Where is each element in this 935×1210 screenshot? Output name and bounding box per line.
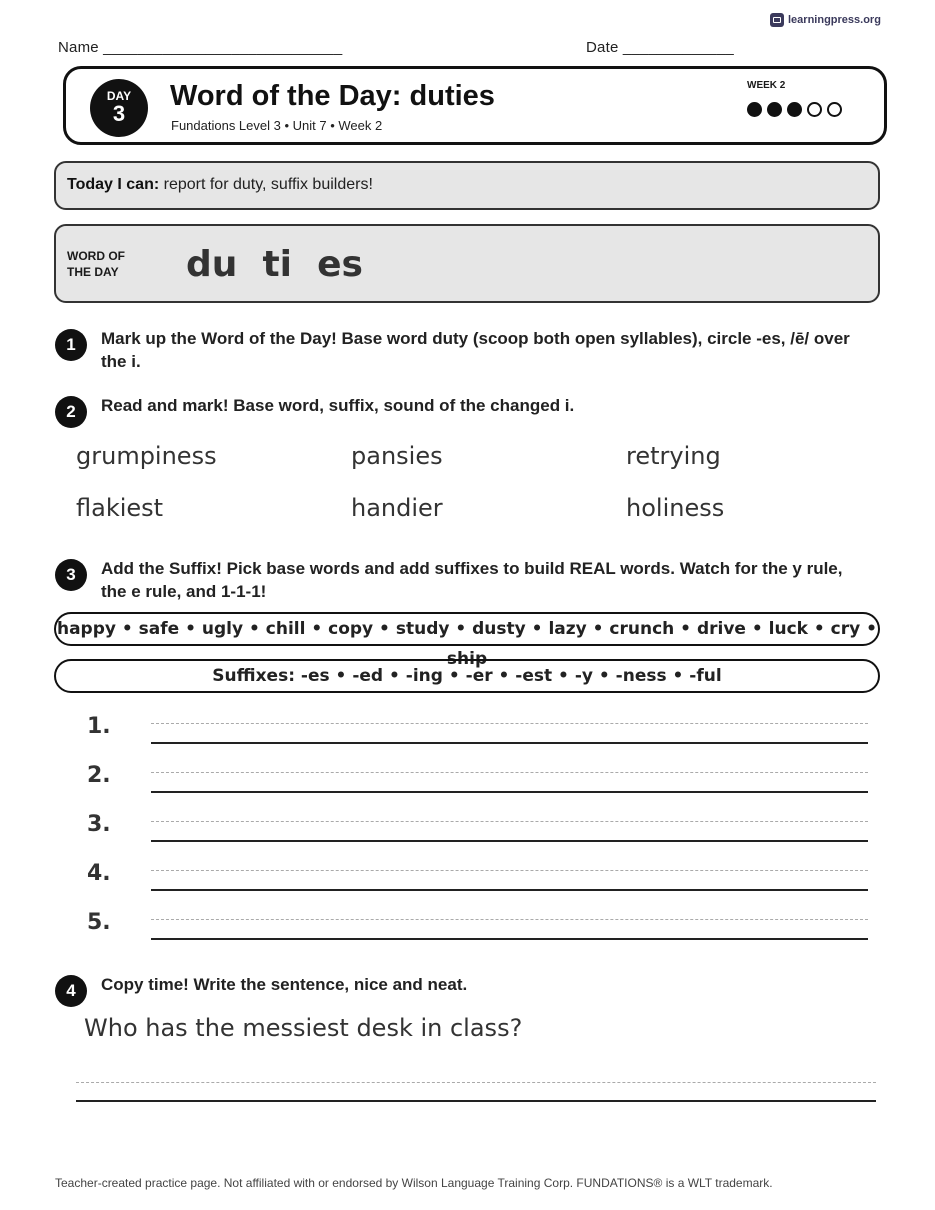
week-progress: [747, 102, 842, 117]
answer-row-number: 4.: [87, 861, 111, 886]
section-4-number: 4: [55, 975, 87, 1007]
practice-word: holiness: [626, 494, 725, 522]
answer-line[interactable]: [151, 889, 868, 891]
brand-logo: [770, 13, 881, 27]
today-goal: report for duty, suffix builders!: [159, 176, 373, 193]
answer-row-number: 1.: [87, 714, 111, 739]
page-subtitle: Fundations Level 3 • Unit 7 • Week 2: [171, 118, 383, 133]
section-1-number: 1: [55, 329, 87, 361]
word-of-day-box: [54, 224, 880, 303]
answer-guide-line: [151, 821, 868, 822]
practice-word: pansies: [351, 442, 443, 470]
answer-row-number: 5.: [87, 910, 111, 935]
book-icon: [770, 13, 784, 27]
footer-disclaimer: Teacher-created practice page. Not affiliated with or endorsed by Wilson Language Training Corp. FUNDATIONS® is a WLT trademark.: [55, 1176, 773, 1190]
answer-guide-line: [151, 870, 868, 871]
base-words-bank: happy • safe • ugly • chill • copy • study • dusty • lazy • crunch • drive • luck • cry • ship: [54, 612, 880, 646]
section-2-instruction: Read and mark! Base word, suffix, sound of the changed i.: [101, 396, 575, 415]
today-lead: Today I can:: [67, 176, 160, 193]
practice-word: flakiest: [76, 494, 164, 522]
answer-line[interactable]: [151, 938, 868, 940]
progress-dot-4: [807, 102, 822, 117]
copy-line[interactable]: [76, 1100, 876, 1102]
answer-row-number: 3.: [87, 812, 111, 837]
answer-line[interactable]: [151, 840, 868, 842]
answer-row-number: 2.: [87, 763, 111, 788]
copy-guide-line: [76, 1082, 876, 1083]
progress-dot-2: [767, 102, 782, 117]
progress-dot-3: [787, 102, 802, 117]
day-number: 3: [112, 101, 126, 126]
today-statement: [67, 176, 373, 194]
answer-guide-line: [151, 772, 868, 773]
answer-line[interactable]: [151, 791, 868, 793]
practice-word: retrying: [626, 442, 721, 470]
practice-word: handier: [351, 494, 443, 522]
progress-dot-5: [827, 102, 842, 117]
suffixes-bank: Suffixes: -es • -ed • -ing • -er • -est • -y • -ness • -ful: [54, 659, 880, 693]
page-title: Word of the Day: duties: [170, 80, 495, 112]
section-4-instruction: Copy time! Write the sentence, nice and neat.: [101, 975, 468, 994]
section-3-instruction: Add the Suffix! Pick base words and add suffixes to build REAL words. Watch for the y rule, the e rule, and 1-1-1!: [101, 559, 843, 601]
answer-line[interactable]: [151, 742, 868, 744]
copy-sentence: Who has the messiest desk in class?: [84, 1014, 523, 1042]
day-label: DAY: [106, 89, 132, 103]
progress-dot-1: [747, 102, 762, 117]
week-label: WEEK 2: [747, 80, 786, 91]
day-badge: [90, 79, 148, 137]
section-2-number: 2: [55, 396, 87, 428]
practice-word: grumpiness: [76, 442, 217, 470]
answer-guide-line: [151, 723, 868, 724]
section-1-instruction: Mark up the Word of the Day! Base word duty (scoop both open syllables), circle -es, /ē/ over the i.: [101, 329, 850, 371]
word-of-day-label: WORD OF THE DAY: [67, 249, 125, 279]
section-3-number: 3: [55, 559, 87, 591]
date-field: Date _____________: [586, 39, 734, 56]
answer-guide-line: [151, 919, 868, 920]
brand-name: learningpress.org: [788, 14, 881, 26]
word-of-day-syllables: du ti es: [186, 244, 363, 285]
name-field: Name ____________________________: [58, 39, 343, 56]
